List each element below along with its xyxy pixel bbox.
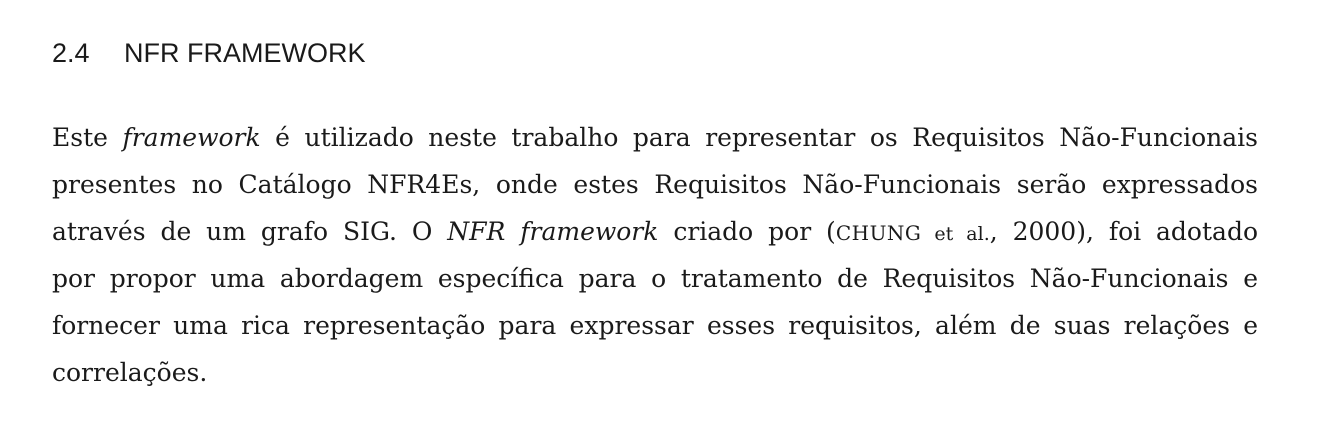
- body-paragraph: [52, 114, 1258, 396]
- paragraph-line-5: fornecer uma rica representação para expressar esses requisitos, além de suas relações e: [52, 311, 1258, 340]
- section-title: NFR FRAMEWORK: [124, 38, 366, 68]
- citation-author: CHUNG: [835, 221, 922, 245]
- paragraph-line-2: presentes no Catálogo NFR4Es, onde estes Requisitos Não-Funcionais serão expressados: [52, 170, 1258, 199]
- italic-term-framework: framework: [122, 123, 261, 152]
- text-run: , 2000), foi adotado: [989, 217, 1258, 246]
- text-run: é utilizado neste trabalho para representar os Requisitos Não-Funcionais: [260, 123, 1258, 152]
- citation-etal: et al.: [921, 223, 990, 245]
- text-run: criado por (: [658, 217, 836, 246]
- section-heading: [52, 38, 365, 69]
- text-run: Este: [52, 123, 123, 152]
- italic-term-nfr-framework: NFR framework: [447, 217, 659, 246]
- paragraph-line-1: [52, 114, 1258, 161]
- section-number: 2.4: [52, 38, 90, 68]
- paragraph-line-3: [52, 208, 1258, 255]
- paragraph-line-4: por propor uma abordagem específica para o tratamento de Requisitos Não-Funcionais e: [52, 264, 1258, 293]
- text-run: através de um grafo SIG. O: [52, 217, 448, 246]
- paragraph-line-6: correlações.: [52, 358, 208, 387]
